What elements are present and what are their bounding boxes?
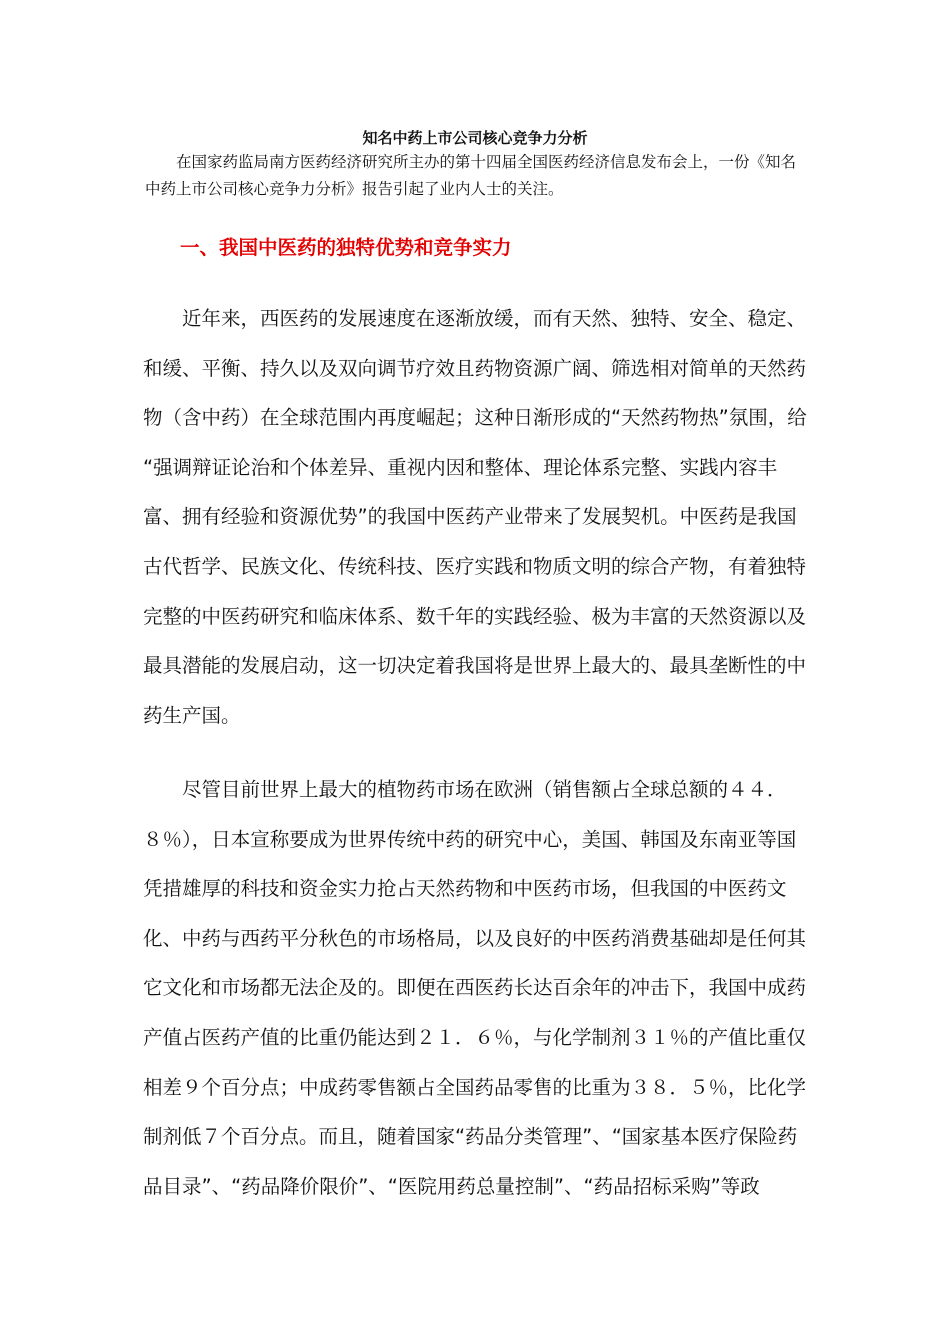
- body-paragraph-1: 近年来，西医药的发展速度在逐渐放缓，而有天然、独特、安全、稳定、和缓、平衡、持久以及双向调节疗效且药物资源广阔、筛选相对简单的天然药物（含中药）在全球范围内再度崛起；这种日渐形成的“天然药物热”氛围，给 “强调辩证论治和个体差异、重视内因和整体、理论体系完整、实践内容丰富、拥有经验和资源优势”的我国中医药产业带来了发展契机。中医药是我国古代哲学、民族文化、传统科技、医疗实践和物质文明的综合产物，有着独特完整的中医药研究和临床体系、数千年的实践经验、极为丰富的天然资源以及最具潜能的发展启动，这一切决定着我国将是世界上最大的、最具垄断性的中药生产国。: [143, 307, 807, 727]
- body-paragraph-2: 尽管目前世界上最大的植物药市场在欧洲（销售额占全球总额的４４．８％），日本宣称要成为世界传统中药的研究中心，美国、韩国及东南亚等国凭措雄厚的科技和资金实力抢占天然药物和中医药市场，但我国的中医药文化、中药与西药平分秋色的市场格局，以及良好的中医药消费基础却是任何其它文化和市场都无法企及的。即便在西医药长达百余年的冲击下，我国中成药产值占医药产值的比重仍能达到２１．６％，与化学制剂３１％的产值比重仅相差９个百分点；中成药零售额占全国药品零售的比重为３８．５％，比化学制剂低７个百分点。而且，随着国家“药品分类管理”、“国家基本医疗保险药品目录”、“药品降价限价”、“医院用药总量控制”、“药品招标采购”等政: [143, 778, 807, 1198]
- section-heading: 一、我国中医药的独特优势和竞争实力: [180, 236, 512, 259]
- intro-paragraph: 在国家药监局南方医药经济研究所主办的第十四届全国医药经济信息发布会上，一份《知名中药上市公司核心竞争力分析》报告引起了业内人士的关注。: [145, 153, 797, 198]
- document-title: 知名中药上市公司核心竞争力分析: [362, 129, 588, 147]
